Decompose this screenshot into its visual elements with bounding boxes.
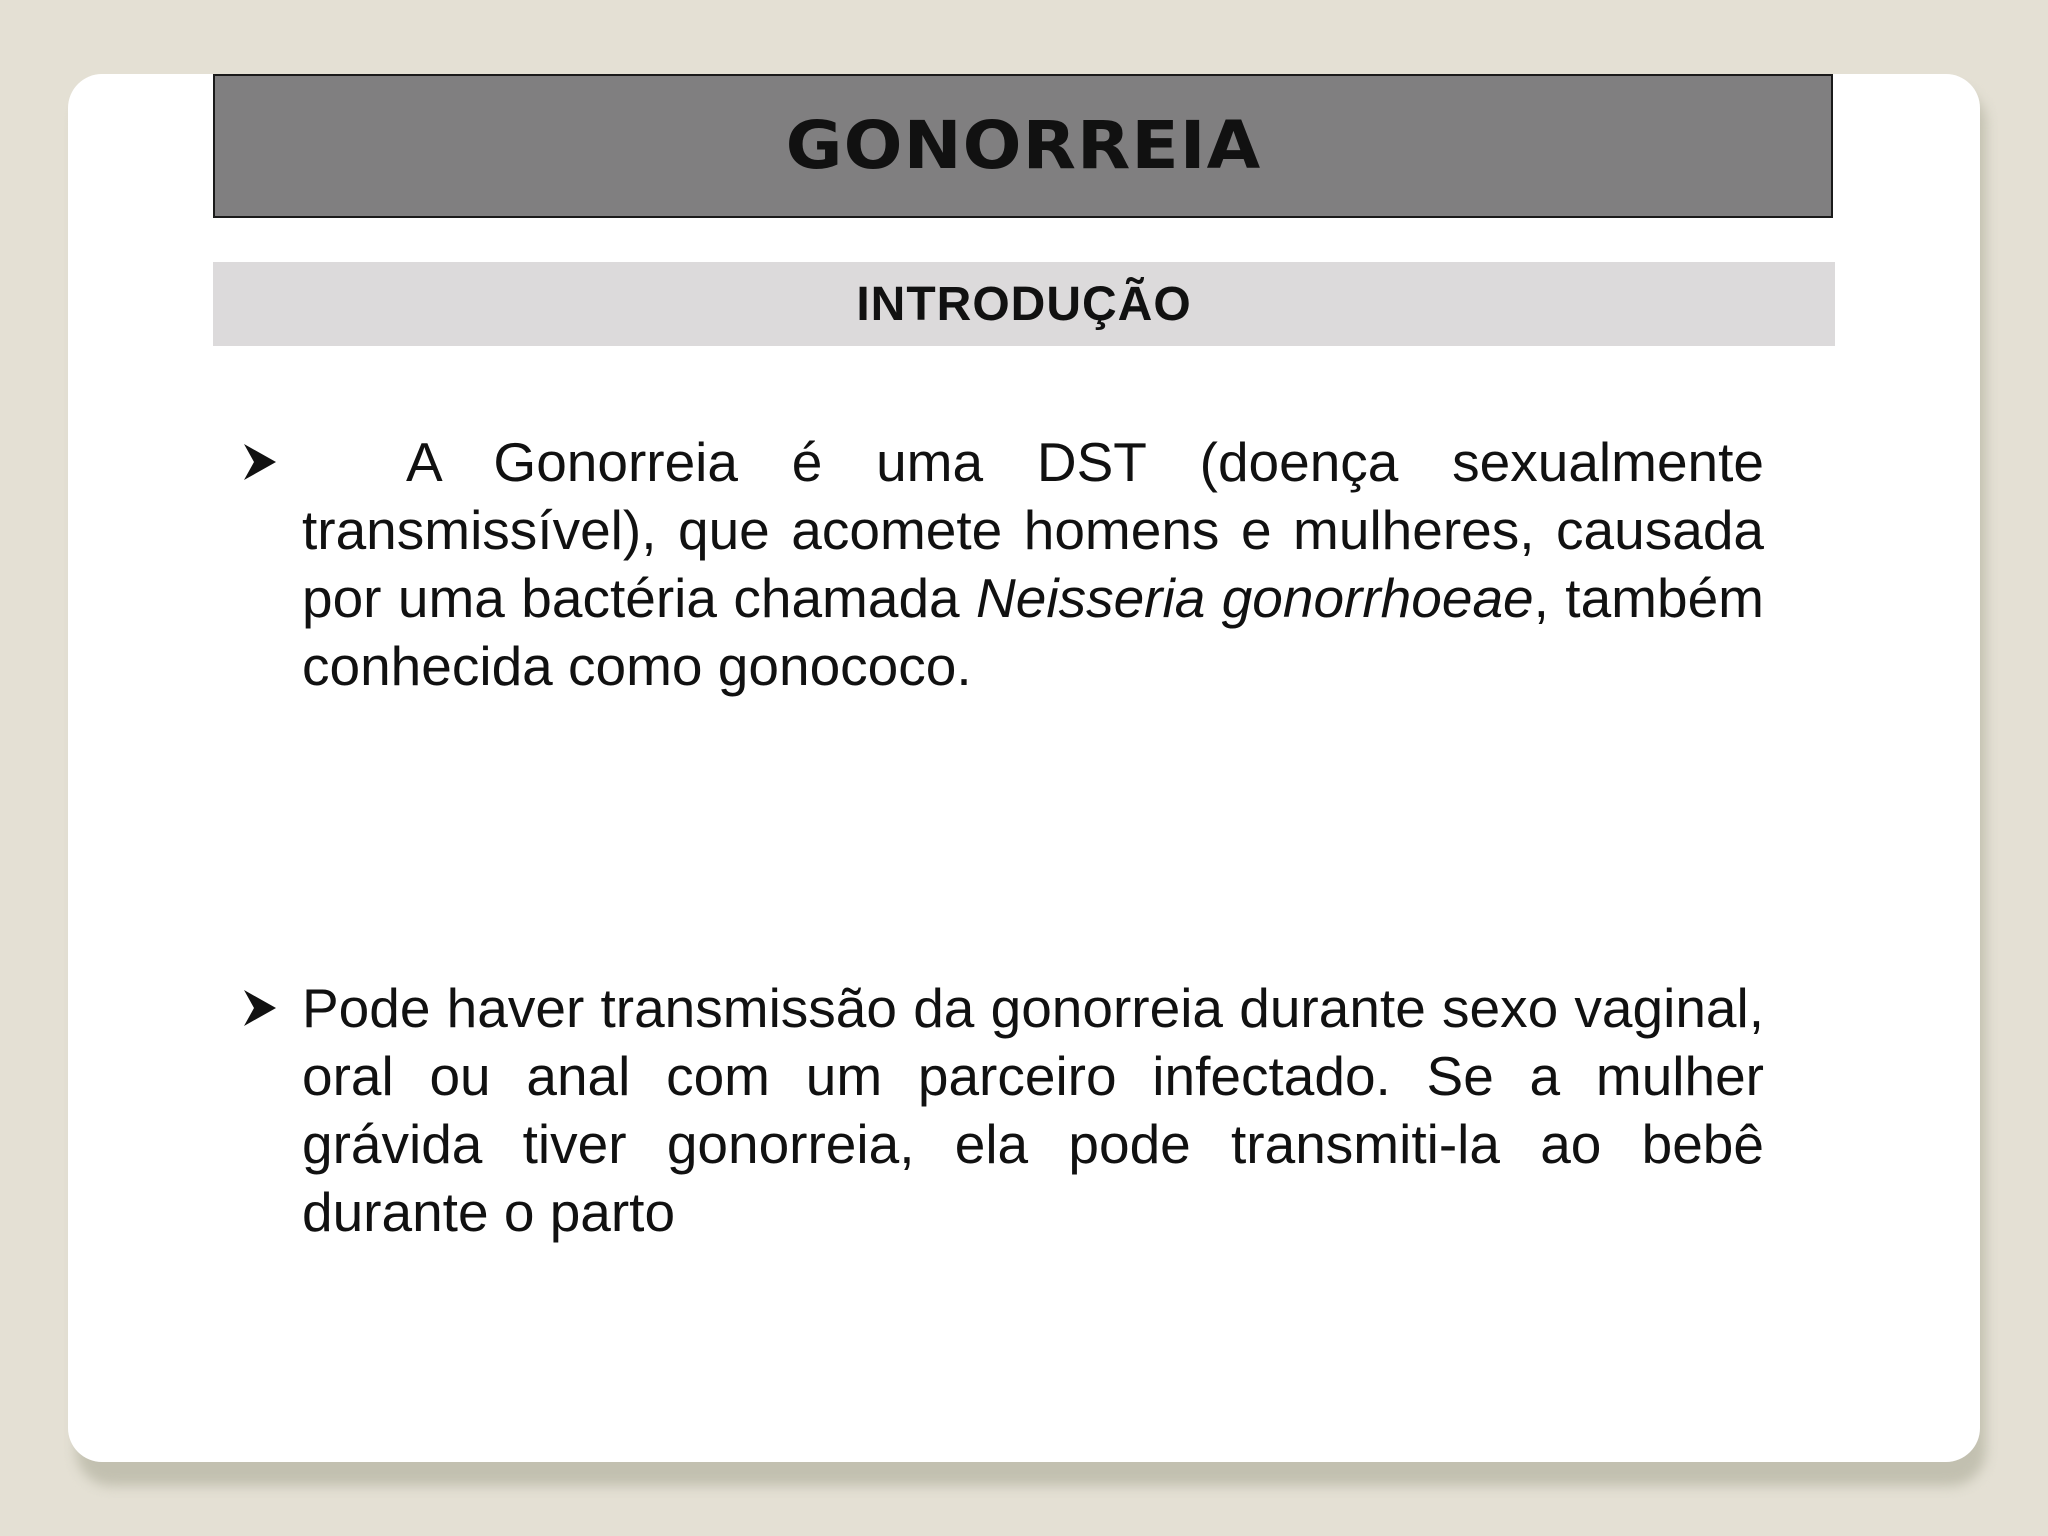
bullet-text-1-end: , também conhecida como gonococo. <box>302 567 1764 697</box>
subtitle-banner <box>213 262 1835 346</box>
arrow-bullet-icon <box>240 440 280 484</box>
arrow-bullet-icon <box>240 986 280 1030</box>
bullet-item-2 <box>240 974 1764 1246</box>
bullet-item-1 <box>240 428 1764 700</box>
bullet-text-1-start: A Gonorreia é uma DST (doença sexualmente transmissível), que acomete homens e mulheres, causada por uma bactéria chamada <box>302 431 1764 629</box>
title-banner <box>213 74 1833 218</box>
slide-title: GONORREIA <box>785 107 1261 184</box>
bullet-text-2: Pode haver transmissão da gonorreia durante sexo vaginal, oral ou anal com um parceiro infectado. Se a mulher grávida tiver gonorreia, ela pode transmiti-la ao bebê durante o parto <box>302 977 1764 1243</box>
bullet-text-1 <box>302 428 1764 700</box>
bullet-text-1-species: Neisseria gonorrhoeae <box>976 567 1534 629</box>
section-heading: INTRODUÇÃO <box>856 277 1192 331</box>
